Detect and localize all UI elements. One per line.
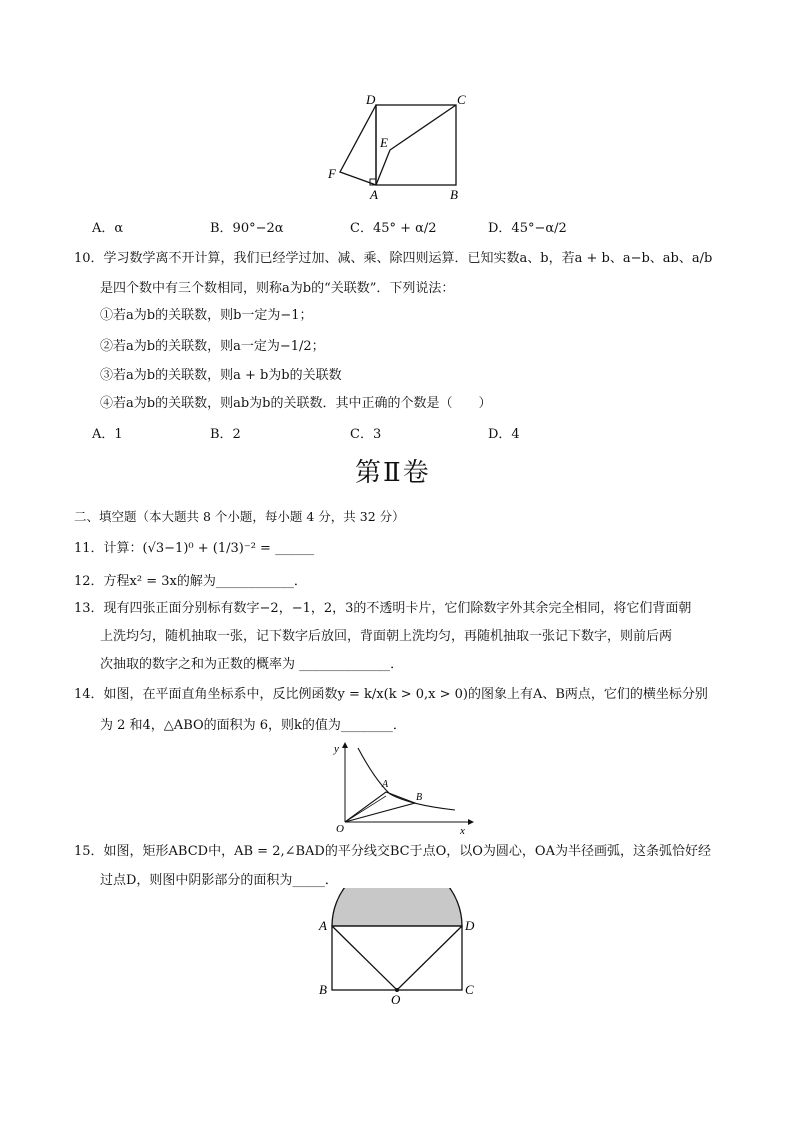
- label-B: B: [450, 187, 458, 202]
- q9-option-a[interactable]: A．α: [92, 221, 124, 236]
- figure-q9: [320, 90, 480, 205]
- label-B: B: [416, 792, 423, 803]
- q10-statement-4: ④若a为b的关联数，则ab为b的关联数．其中正确的个数是（ ）: [100, 396, 492, 411]
- label-F: F: [328, 166, 336, 181]
- label-O: O: [391, 992, 401, 1006]
- label-E: E: [380, 135, 388, 150]
- label-A: A: [382, 779, 389, 790]
- figure-q15: [315, 888, 485, 1006]
- label-x: x: [460, 825, 465, 836]
- q15-line-1: 15．如图，矩形ABCD中，AB = 2,∠BAD的平分线交BC于点O，以O为圆心，OA为半径画弧，这条弧恰好经: [74, 844, 711, 859]
- q9-option-c[interactable]: C．45° + α/2: [350, 221, 437, 236]
- q13-line-1: 13．现有四张正面分别标有数字−2，−1，2，3的不透明卡片，它们除数字外其余完全相同，将它们背面朝: [74, 601, 692, 616]
- q14-line-1: 14．如图，在平面直角坐标系中，反比例函数y = k/x(k > 0,x > 0)的图象上有A、B两点，它们的横坐标分别: [74, 687, 708, 702]
- q10-option-b[interactable]: B．2: [210, 427, 241, 442]
- q10-statement-3: ③若a为b的关联数，则a + b为b的关联数: [100, 368, 342, 383]
- q14-line-2: 为 2 和4，△ABO的面积为 6，则k的值为________．: [100, 718, 406, 733]
- q13-line-2: 上洗均匀，随机抽取一张，记下数字后放回，背面朝上洗均匀，再随机抽取一张记下数字，则前后两: [100, 629, 673, 644]
- label-D: D: [465, 918, 475, 933]
- q10-option-c[interactable]: C．3: [350, 427, 382, 442]
- q15-line-2: 过点D，则图中阴影部分的面积为_____．: [100, 873, 338, 888]
- q13-line-3: 次抽取的数字之和为正数的概率为 ______________．: [100, 657, 404, 672]
- label-O: O: [336, 823, 344, 835]
- q9-option-b[interactable]: B．90°−2α: [210, 221, 284, 236]
- volume-title: 第Ⅱ卷: [355, 458, 431, 488]
- figure-q14: [330, 740, 480, 836]
- q10-option-d[interactable]: D．4: [488, 427, 520, 442]
- q10-stem-1: 10．学习数学离不开计算，我们已经学过加、减、乘、除四则运算．已知实数a、b，若a + b、a−b、ab、a/b: [74, 251, 713, 266]
- q10-stem-2: 是四个数中有三个数相同，则称a为b的“关联数”．下列说法：: [100, 281, 455, 296]
- q10-statement-2: ②若a为b的关联数，则a一定为−1/2；: [100, 339, 325, 354]
- q12: 12．方程x² = 3x的解为____________．: [74, 574, 307, 589]
- label-y: y: [334, 743, 339, 755]
- label-D: D: [366, 92, 376, 107]
- label-C: C: [457, 92, 466, 107]
- label-A: A: [319, 918, 327, 933]
- q9-option-d[interactable]: D．45°−α/2: [488, 221, 567, 236]
- label-A: A: [370, 187, 378, 202]
- label-C: C: [465, 982, 474, 997]
- section-heading: 二、填空题（本大题共 8 个小题，每小题 4 分，共 32 分）: [74, 509, 405, 524]
- q11: 11．计算：(√3−1)⁰ + (1/3)⁻² = ______: [74, 541, 315, 556]
- q10-statement-1: ①若a为b的关联数，则b一定为−1；: [100, 308, 313, 323]
- q10-option-a[interactable]: A．1: [92, 427, 123, 442]
- label-B: B: [319, 982, 327, 997]
